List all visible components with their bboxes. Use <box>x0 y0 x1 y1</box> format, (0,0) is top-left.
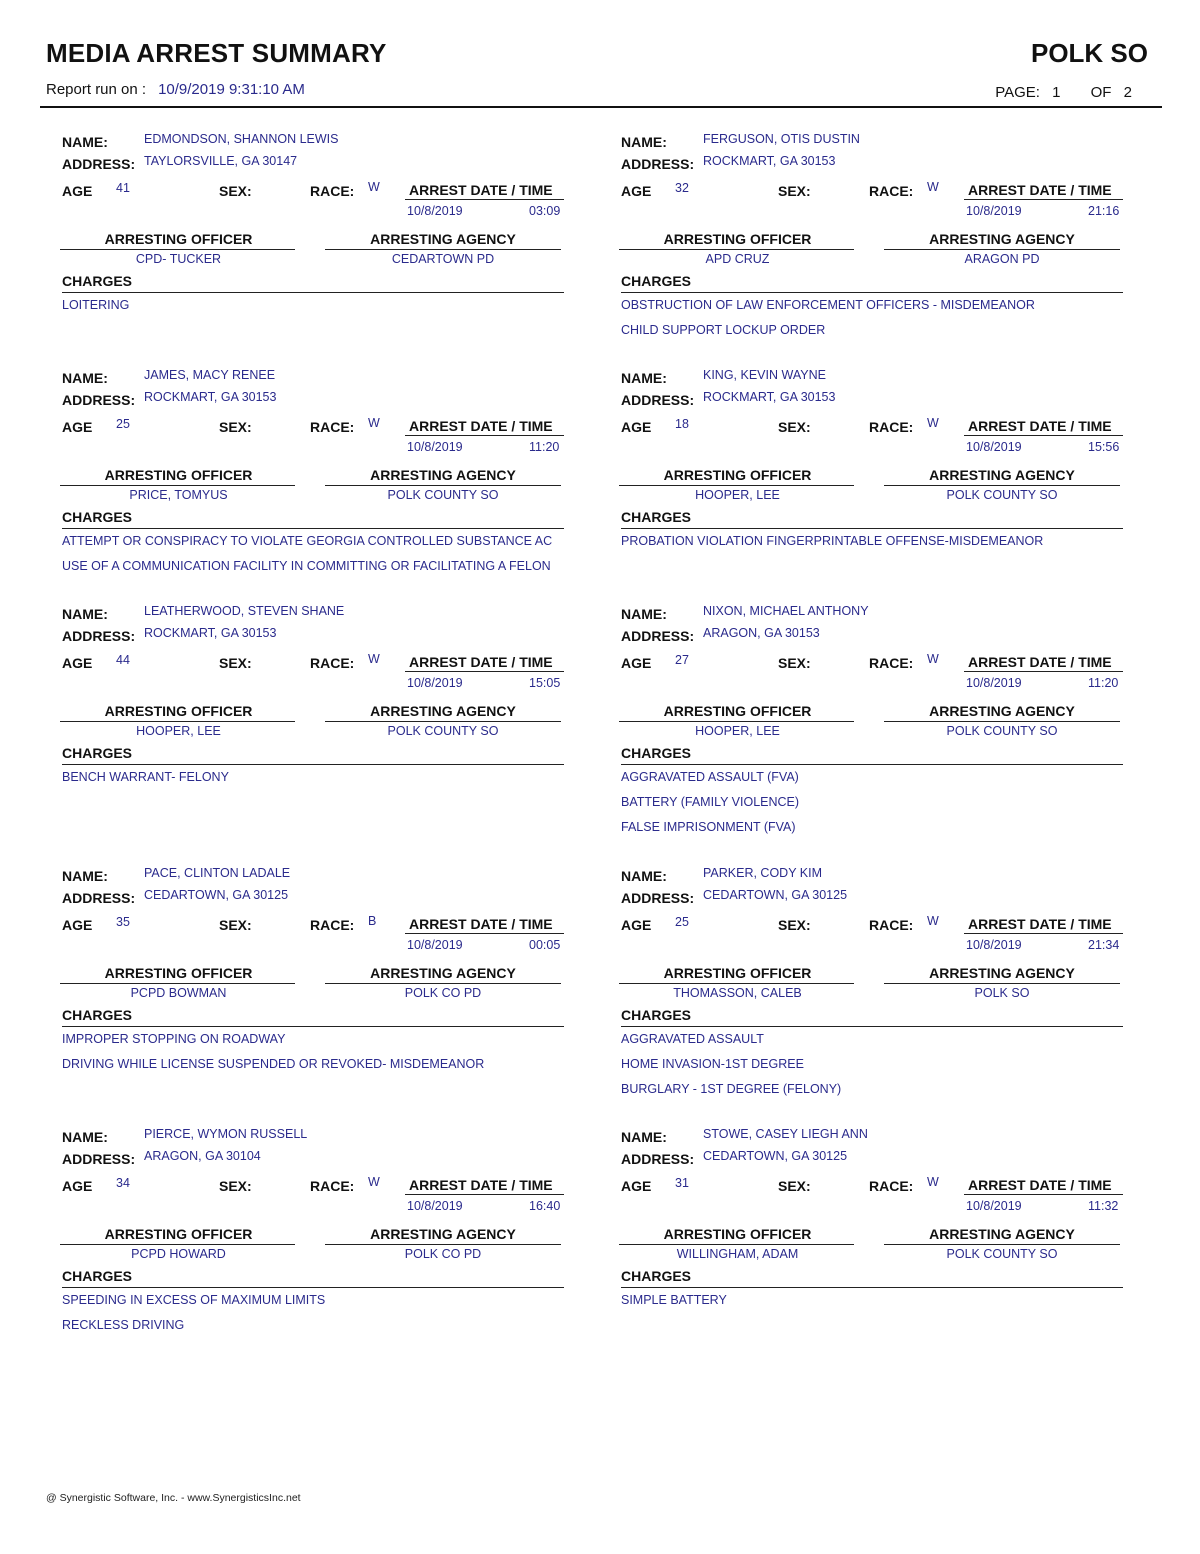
page-number: 1 <box>1052 84 1061 101</box>
charge-item: IMPROPER STOPPING ON ROADWAY <box>62 1032 286 1046</box>
arrest-record <box>62 130 567 390</box>
sex-label: SEX: <box>778 655 811 671</box>
arresting-agency-value: POLK CO PD <box>404 986 482 1000</box>
name-value: KING, KEVIN WAYNE <box>703 368 826 382</box>
address-label: ADDRESS: <box>621 890 695 906</box>
arresting-officer-label: ARRESTING OFFICER <box>104 231 253 247</box>
arrest-time-value: 21:16 <box>1088 204 1120 218</box>
race-label: RACE: <box>869 419 914 435</box>
charges-rule <box>62 1287 564 1288</box>
age-label: AGE <box>62 655 93 671</box>
report-run-value: 10/9/2019 9:31:10 AM <box>158 81 305 98</box>
agency-rule <box>325 1244 561 1245</box>
race-label: RACE: <box>869 1178 914 1194</box>
age-value: 25 <box>675 915 689 929</box>
arrest-record <box>621 130 1126 390</box>
agency-rule <box>325 721 561 722</box>
race-value: W <box>927 416 939 430</box>
arrest-datetime-rule <box>964 435 1123 436</box>
address-label: ADDRESS: <box>621 156 695 172</box>
race-value: W <box>927 180 939 194</box>
name-value: PARKER, CODY KIM <box>703 866 823 880</box>
arresting-agency-value: POLK COUNTY SO <box>387 724 499 738</box>
arrest-date-value: 10/8/2019 <box>966 938 1022 952</box>
arrest-date-value: 10/8/2019 <box>407 204 463 218</box>
arrest-time-value: 15:56 <box>1088 440 1120 454</box>
arresting-officer-label: ARRESTING OFFICER <box>104 467 253 483</box>
address-value: CEDARTOWN, GA 30125 <box>703 888 848 902</box>
age-label: AGE <box>62 917 93 933</box>
arrest-date-value: 10/8/2019 <box>966 204 1022 218</box>
arrest-date-value: 10/8/2019 <box>407 938 463 952</box>
arresting-officer-value: HOOPER, LEE <box>136 724 221 738</box>
charges-label: CHARGES <box>62 509 133 525</box>
report-run-label: Report run on : <box>46 81 147 98</box>
arrest-record <box>621 366 1126 626</box>
address-value: CEDARTOWN, GA 30125 <box>144 888 289 902</box>
report-run-on <box>46 81 305 98</box>
charge-item: OBSTRUCTION OF LAW ENFORCEMENT OFFICERS - MISDEMEANOR <box>621 298 1035 312</box>
race-value: W <box>368 1175 380 1189</box>
charge-item: BENCH WARRANT- FELONY <box>62 770 229 784</box>
arresting-agency-label: ARRESTING AGENCY <box>370 231 516 247</box>
charges-rule <box>62 528 564 529</box>
name-value: PACE, CLINTON LADALE <box>144 866 291 880</box>
race-value: W <box>368 180 380 194</box>
arresting-agency-value: POLK COUNTY SO <box>946 1247 1058 1261</box>
race-label: RACE: <box>310 655 355 671</box>
charges-rule <box>621 292 1123 293</box>
arrest-date-value: 10/8/2019 <box>966 1199 1022 1213</box>
address-value: TAYLORSVILLE, GA 30147 <box>144 154 298 168</box>
address-label: ADDRESS: <box>621 1151 695 1167</box>
address-label: ADDRESS: <box>62 156 136 172</box>
arrest-datetime-label: ARREST DATE / TIME <box>968 1177 1112 1193</box>
arrest-datetime-label: ARREST DATE / TIME <box>409 1177 553 1193</box>
sex-label: SEX: <box>778 419 811 435</box>
agency-title: POLK SO <box>1030 38 1148 68</box>
arrest-time-value: 16:40 <box>529 1199 561 1213</box>
arrest-record <box>62 1125 567 1385</box>
name-label: NAME: <box>621 868 667 884</box>
arrest-date-value: 10/8/2019 <box>407 1199 463 1213</box>
race-value: W <box>927 914 939 928</box>
arrest-date-value: 10/8/2019 <box>407 440 463 454</box>
charges-rule <box>62 292 564 293</box>
address-value: ROCKMART, GA 30153 <box>144 626 277 640</box>
age-label: AGE <box>62 1178 93 1194</box>
officer-rule <box>60 485 295 486</box>
name-value: STOWE, CASEY LIEGH ANN <box>703 1127 868 1141</box>
arrest-datetime-rule <box>964 199 1123 200</box>
race-label: RACE: <box>310 183 355 199</box>
address-label: ADDRESS: <box>62 1151 136 1167</box>
arrest-date-value: 10/8/2019 <box>966 440 1022 454</box>
charge-item: USE OF A COMMUNICATION FACILITY IN COMMITTING OR FACILITATING A FELON <box>62 559 551 573</box>
charge-item: SPEEDING IN EXCESS OF MAXIMUM LIMITS <box>62 1293 326 1307</box>
arresting-agency-label: ARRESTING AGENCY <box>929 231 1075 247</box>
age-value: 31 <box>675 1176 689 1190</box>
arresting-officer-label: ARRESTING OFFICER <box>663 1226 812 1242</box>
sex-label: SEX: <box>778 917 811 933</box>
arresting-agency-value: POLK CO PD <box>404 1247 482 1261</box>
arrest-record <box>62 366 567 626</box>
arresting-officer-value: HOOPER, LEE <box>695 724 780 738</box>
officer-rule <box>619 1244 854 1245</box>
arresting-officer-label: ARRESTING OFFICER <box>663 965 812 981</box>
charges-label: CHARGES <box>621 1007 692 1023</box>
charge-item: RECKLESS DRIVING <box>62 1318 185 1332</box>
arresting-officer-value: CPD- TUCKER <box>135 252 222 266</box>
charges-label: CHARGES <box>621 273 692 289</box>
agency-rule <box>884 1244 1120 1245</box>
arrest-datetime-rule <box>964 933 1123 934</box>
name-label: NAME: <box>62 370 108 386</box>
race-label: RACE: <box>310 419 355 435</box>
arresting-agency-label: ARRESTING AGENCY <box>370 965 516 981</box>
officer-rule <box>619 249 854 250</box>
race-value: W <box>927 652 939 666</box>
name-label: NAME: <box>621 1129 667 1145</box>
charges-label: CHARGES <box>62 1268 133 1284</box>
arrest-time-value: 11:32 <box>1088 1199 1119 1213</box>
sex-label: SEX: <box>778 1178 811 1194</box>
charges-label: CHARGES <box>621 1268 692 1284</box>
age-label: AGE <box>62 419 93 435</box>
age-value: 35 <box>116 915 130 929</box>
arrest-datetime-rule <box>405 1194 564 1195</box>
page-total: 2 <box>1123 84 1132 101</box>
name-value: FERGUSON, OTIS DUSTIN <box>703 132 860 146</box>
arrest-record <box>62 864 567 1124</box>
arresting-agency-value: ARAGON PD <box>964 252 1040 266</box>
arresting-officer-label: ARRESTING OFFICER <box>663 231 812 247</box>
charge-item: PROBATION VIOLATION FINGERPRINTABLE OFFENSE-MISDEMEANOR <box>621 534 1044 548</box>
charges-rule <box>62 1026 564 1027</box>
agency-rule <box>884 249 1120 250</box>
arrest-record <box>62 602 567 862</box>
address-value: ARAGON, GA 30104 <box>144 1149 261 1163</box>
charges-label: CHARGES <box>62 273 133 289</box>
arresting-agency-label: ARRESTING AGENCY <box>370 467 516 483</box>
age-value: 18 <box>675 417 689 431</box>
officer-rule <box>60 249 295 250</box>
age-value: 25 <box>116 417 130 431</box>
arrest-time-value: 15:05 <box>529 676 561 690</box>
agency-rule <box>325 249 561 250</box>
arresting-agency-label: ARRESTING AGENCY <box>370 1226 516 1242</box>
charge-item: LOITERING <box>62 298 130 312</box>
agency-rule <box>325 485 561 486</box>
arresting-agency-value: POLK COUNTY SO <box>946 724 1058 738</box>
arresting-officer-value: PCPD BOWMAN <box>130 986 227 1000</box>
arrest-datetime-rule <box>964 671 1123 672</box>
arresting-officer-label: ARRESTING OFFICER <box>104 965 253 981</box>
charge-item: ATTEMPT OR CONSPIRACY TO VIOLATE GEORGIA CONTROLLED SUBSTANCE AC <box>62 534 553 548</box>
charge-item: BURGLARY - 1ST DEGREE (FELONY) <box>621 1082 842 1096</box>
age-value: 44 <box>116 653 130 667</box>
officer-rule <box>60 983 295 984</box>
charges-label: CHARGES <box>62 745 133 761</box>
name-value: LEATHERWOOD, STEVEN SHANE <box>144 604 345 618</box>
name-label: NAME: <box>62 868 108 884</box>
age-value: 32 <box>675 181 689 195</box>
arresting-officer-value: APD CRUZ <box>705 252 770 266</box>
arresting-officer-label: ARRESTING OFFICER <box>104 1226 253 1242</box>
officer-rule <box>60 1244 295 1245</box>
arrest-datetime-rule <box>405 199 564 200</box>
arresting-agency-label: ARRESTING AGENCY <box>929 965 1075 981</box>
name-value: NIXON, MICHAEL ANTHONY <box>703 604 869 618</box>
arrest-date-value: 10/8/2019 <box>966 676 1022 690</box>
race-value: W <box>927 1175 939 1189</box>
charge-item: CHILD SUPPORT LOCKUP ORDER <box>621 323 826 337</box>
of-label: OF <box>1090 84 1112 101</box>
age-value: 34 <box>116 1176 130 1190</box>
arresting-officer-label: ARRESTING OFFICER <box>663 467 812 483</box>
address-label: ADDRESS: <box>621 628 695 644</box>
report-title: MEDIA ARREST SUMMARY <box>46 38 387 68</box>
name-label: NAME: <box>621 134 667 150</box>
address-value: ROCKMART, GA 30153 <box>703 390 836 404</box>
charges-label: CHARGES <box>62 1007 133 1023</box>
arrest-datetime-rule <box>405 671 564 672</box>
arrest-datetime-rule <box>405 435 564 436</box>
arrest-record <box>621 602 1126 862</box>
agency-rule <box>884 983 1120 984</box>
age-label: AGE <box>62 183 93 199</box>
name-value: PIERCE, WYMON RUSSELL <box>144 1127 308 1141</box>
agency-rule <box>884 485 1120 486</box>
arrest-datetime-label: ARREST DATE / TIME <box>409 916 553 932</box>
officer-rule <box>619 485 854 486</box>
address-label: ADDRESS: <box>62 628 136 644</box>
address-label: ADDRESS: <box>62 392 136 408</box>
arrest-datetime-label: ARREST DATE / TIME <box>409 418 553 434</box>
age-label: AGE <box>621 655 652 671</box>
arrest-record <box>621 1125 1126 1385</box>
name-label: NAME: <box>621 606 667 622</box>
charge-item: AGGRAVATED ASSAULT <box>621 1032 764 1046</box>
arresting-agency-value: POLK SO <box>974 986 1030 1000</box>
charge-item: AGGRAVATED ASSAULT (FVA) <box>621 770 799 784</box>
arrest-datetime-label: ARREST DATE / TIME <box>409 654 553 670</box>
race-value: B <box>368 914 377 928</box>
race-label: RACE: <box>869 655 914 671</box>
charges-rule <box>62 764 564 765</box>
charges-rule <box>621 1287 1123 1288</box>
arresting-officer-value: PCPD HOWARD <box>131 1247 226 1261</box>
race-label: RACE: <box>869 183 914 199</box>
arresting-agency-value: POLK COUNTY SO <box>387 488 499 502</box>
arrest-datetime-label: ARREST DATE / TIME <box>968 654 1112 670</box>
arrest-datetime-label: ARREST DATE / TIME <box>968 418 1112 434</box>
arresting-officer-value: WILLINGHAM, ADAM <box>676 1247 799 1261</box>
address-value: ARAGON, GA 30153 <box>703 626 820 640</box>
arrest-time-value: 00:05 <box>529 938 561 952</box>
arrest-datetime-label: ARREST DATE / TIME <box>968 916 1112 932</box>
address-label: ADDRESS: <box>62 890 136 906</box>
age-value: 41 <box>116 181 130 195</box>
name-value: EDMONDSON, SHANNON LEWIS <box>144 132 339 146</box>
age-label: AGE <box>621 1178 652 1194</box>
arrest-time-value: 21:34 <box>1088 938 1120 952</box>
charges-rule <box>621 528 1123 529</box>
age-value: 27 <box>675 653 689 667</box>
agency-rule <box>884 721 1120 722</box>
arrest-record <box>621 864 1126 1124</box>
arrest-datetime-label: ARREST DATE / TIME <box>409 182 553 198</box>
charges-rule <box>621 1026 1123 1027</box>
charge-item: BATTERY (FAMILY VIOLENCE) <box>621 795 800 809</box>
arrest-datetime-label: ARREST DATE / TIME <box>968 182 1112 198</box>
sex-label: SEX: <box>219 183 252 199</box>
name-label: NAME: <box>62 606 108 622</box>
officer-rule <box>619 983 854 984</box>
race-label: RACE: <box>310 917 355 933</box>
charge-item: SIMPLE BATTERY <box>621 1293 727 1307</box>
agency-rule <box>325 983 561 984</box>
arrest-date-value: 10/8/2019 <box>407 676 463 690</box>
arresting-officer-value: THOMASSON, CALEB <box>673 986 802 1000</box>
arresting-agency-label: ARRESTING AGENCY <box>929 1226 1075 1242</box>
arrest-time-value: 11:20 <box>529 440 560 454</box>
charges-label: CHARGES <box>621 745 692 761</box>
arresting-officer-value: HOOPER, LEE <box>695 488 780 502</box>
page-label: PAGE: <box>995 84 1040 101</box>
footer-credit: @ Synergistic Software, Inc. - www.SynergisticsInc.net <box>46 1492 301 1504</box>
address-label: ADDRESS: <box>621 392 695 408</box>
name-label: NAME: <box>62 1129 108 1145</box>
address-value: ROCKMART, GA 30153 <box>144 390 277 404</box>
charge-item: HOME INVASION-1ST DEGREE <box>621 1057 804 1071</box>
arrest-datetime-rule <box>405 933 564 934</box>
charges-rule <box>621 764 1123 765</box>
arresting-agency-label: ARRESTING AGENCY <box>929 703 1075 719</box>
age-label: AGE <box>621 419 652 435</box>
race-value: W <box>368 416 380 430</box>
charges-label: CHARGES <box>621 509 692 525</box>
officer-rule <box>60 721 295 722</box>
arrest-datetime-rule <box>964 1194 1123 1195</box>
address-value: CEDARTOWN, GA 30125 <box>703 1149 848 1163</box>
officer-rule <box>619 721 854 722</box>
name-label: NAME: <box>621 370 667 386</box>
race-value: W <box>368 652 380 666</box>
arresting-agency-value: CEDARTOWN PD <box>391 252 495 266</box>
name-label: NAME: <box>62 134 108 150</box>
arresting-officer-label: ARRESTING OFFICER <box>663 703 812 719</box>
race-label: RACE: <box>310 1178 355 1194</box>
arresting-officer-label: ARRESTING OFFICER <box>104 703 253 719</box>
arresting-agency-label: ARRESTING AGENCY <box>929 467 1075 483</box>
sex-label: SEX: <box>219 1178 252 1194</box>
sex-label: SEX: <box>219 655 252 671</box>
arrest-time-value: 03:09 <box>529 204 561 218</box>
arresting-officer-value: PRICE, TOMYUS <box>129 488 228 502</box>
arresting-agency-label: ARRESTING AGENCY <box>370 703 516 719</box>
arresting-agency-value: POLK COUNTY SO <box>946 488 1058 502</box>
charge-item: FALSE IMPRISONMENT (FVA) <box>621 820 796 834</box>
address-value: ROCKMART, GA 30153 <box>703 154 836 168</box>
sex-label: SEX: <box>219 917 252 933</box>
race-label: RACE: <box>869 917 914 933</box>
name-value: JAMES, MACY RENEE <box>144 368 276 382</box>
sex-label: SEX: <box>778 183 811 199</box>
charge-item: DRIVING WHILE LICENSE SUSPENDED OR REVOKED- MISDEMEANOR <box>62 1057 485 1071</box>
header-rule <box>40 106 1162 108</box>
age-label: AGE <box>621 917 652 933</box>
age-label: AGE <box>621 183 652 199</box>
page-info <box>995 84 1132 101</box>
arrest-time-value: 11:20 <box>1088 676 1119 690</box>
sex-label: SEX: <box>219 419 252 435</box>
